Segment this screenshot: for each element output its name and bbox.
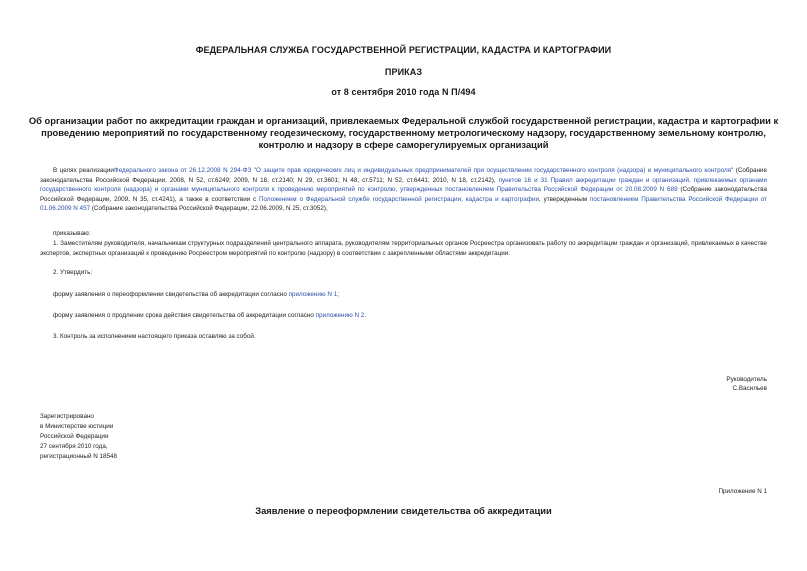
registration-line-4: 27 сентября 2010 года, bbox=[40, 443, 108, 450]
doc-title-line-2: проведению мероприятий по государственному геодезическому, государственному метрологическому надзору, государственному земельному контролю, bbox=[41, 127, 766, 138]
preamble-text-4: , утвержденным bbox=[539, 195, 590, 203]
doc-title-line-3: контролю и надзору в сфере саморегулируемых организаций bbox=[258, 139, 549, 150]
registration-line-5: регистрационный N 18548 bbox=[40, 453, 118, 460]
doc-date: от 8 сентября 2010 года N П/494 bbox=[331, 87, 476, 97]
appendix-label: Приложение N 1 bbox=[718, 488, 767, 495]
accreditation-rules-link[interactable]: пунктов 16 и 31 Правил аккредитации граждан и организаций, привлекаемых органами государственного контроля (надзора) и органами муниципального контроля к проведению мероприятий по контролю, утвержденных постановлением Правительства Российской Федерации от 20.08.2009 N 689 bbox=[40, 176, 767, 194]
preamble-text-2: (Собрание законодательства Российской Федерации, 2008, N 52, ст.6249; 2009, N 18, ст.2140; N 29, ст.3601; N 48, ст.5711; N 52, ст.6441; 2010, N 18, ст.2142), bbox=[40, 167, 767, 184]
appendix-title: Заявление о переоформлении свидетельства об аккредитации bbox=[255, 505, 552, 516]
appendix-1-link[interactable]: приложению N 1 bbox=[288, 291, 338, 298]
form-1-end: ; bbox=[337, 291, 339, 298]
preamble-paragraph bbox=[40, 166, 767, 214]
form-2-end: . bbox=[364, 312, 367, 319]
form-2-line bbox=[53, 311, 366, 321]
form-1-line bbox=[53, 290, 339, 300]
registration-line-1: Зарегистрировано bbox=[40, 413, 94, 420]
order-item-2: 2. Утвердить: bbox=[53, 269, 93, 276]
agency-name: ФЕДЕРАЛЬНАЯ СЛУЖБА ГОСУДАРСТВЕННОЙ РЕГИСТРАЦИИ, КАДАСТРА И КАРТОГРАФИИ bbox=[195, 45, 612, 55]
order-word: приказываю: bbox=[53, 230, 91, 237]
registration-line-2: в Министерстве юстиции bbox=[40, 423, 114, 430]
preamble-text-1: В целях реализации bbox=[53, 167, 114, 174]
signature-position: Руководитель bbox=[726, 376, 767, 383]
form-2-text: форму заявления о продлении срока действия свидетельства об аккредитации согласно bbox=[53, 312, 316, 319]
appendix-2-link[interactable]: приложению N 2 bbox=[315, 312, 365, 319]
doc-type: ПРИКАЗ bbox=[384, 67, 423, 77]
preamble-text-3: (Собрание законодательства Российской Федерации, 2009, N 35, ст.4241), а также в соответствии с bbox=[40, 186, 767, 203]
preamble-text-5: (Собрание законодательства Российской Федерации, 22.06.2009, N 25, ст.3052), bbox=[90, 205, 328, 213]
doc-title-line-1: Об организации работ по аккредитации граждан и организаций, привлекаемых Федеральной службой государственной регистрации, кадастра и картографии к bbox=[28, 115, 779, 126]
federal-law-294-link[interactable]: Федерального закона от 26.12.2008 N 294-ФЗ "О защите прав юридических лиц и индивидуальных предпринимателей при осуществлении государственного контроля (надзора) и муниципального контроля" bbox=[113, 167, 734, 174]
signature-name: С.Васильев bbox=[732, 385, 767, 392]
rosreestr-regulation-link[interactable]: Положением о Федеральной службе государственной регистрации, кадастра и картографии bbox=[259, 195, 540, 203]
form-1-text: форму заявления о переоформлении свидетельства об аккредитации согласно bbox=[53, 291, 289, 298]
order-item-1: 1. Заместителям руководителя, начальникам структурных подразделений центрального аппарата, руководителям территориальных органов Росреестра организовать работу по аккредитации граждан и организаций, привлекаемых в качестве экспертов, экспертных организаций к проведению Росреестром мероприятий по контролю (надзору) в соответствии с закрепленными областями аккредитации. bbox=[40, 240, 767, 257]
order-item-3: 3. Контроль за исполнением настоящего приказа оставляю за собой. bbox=[53, 333, 256, 340]
registration-line-3: Российской Федерации bbox=[40, 433, 109, 440]
government-decree-457-link[interactable]: постановлением Правительства Российской Федерации от 01.06.2009 N 457 bbox=[40, 195, 767, 213]
